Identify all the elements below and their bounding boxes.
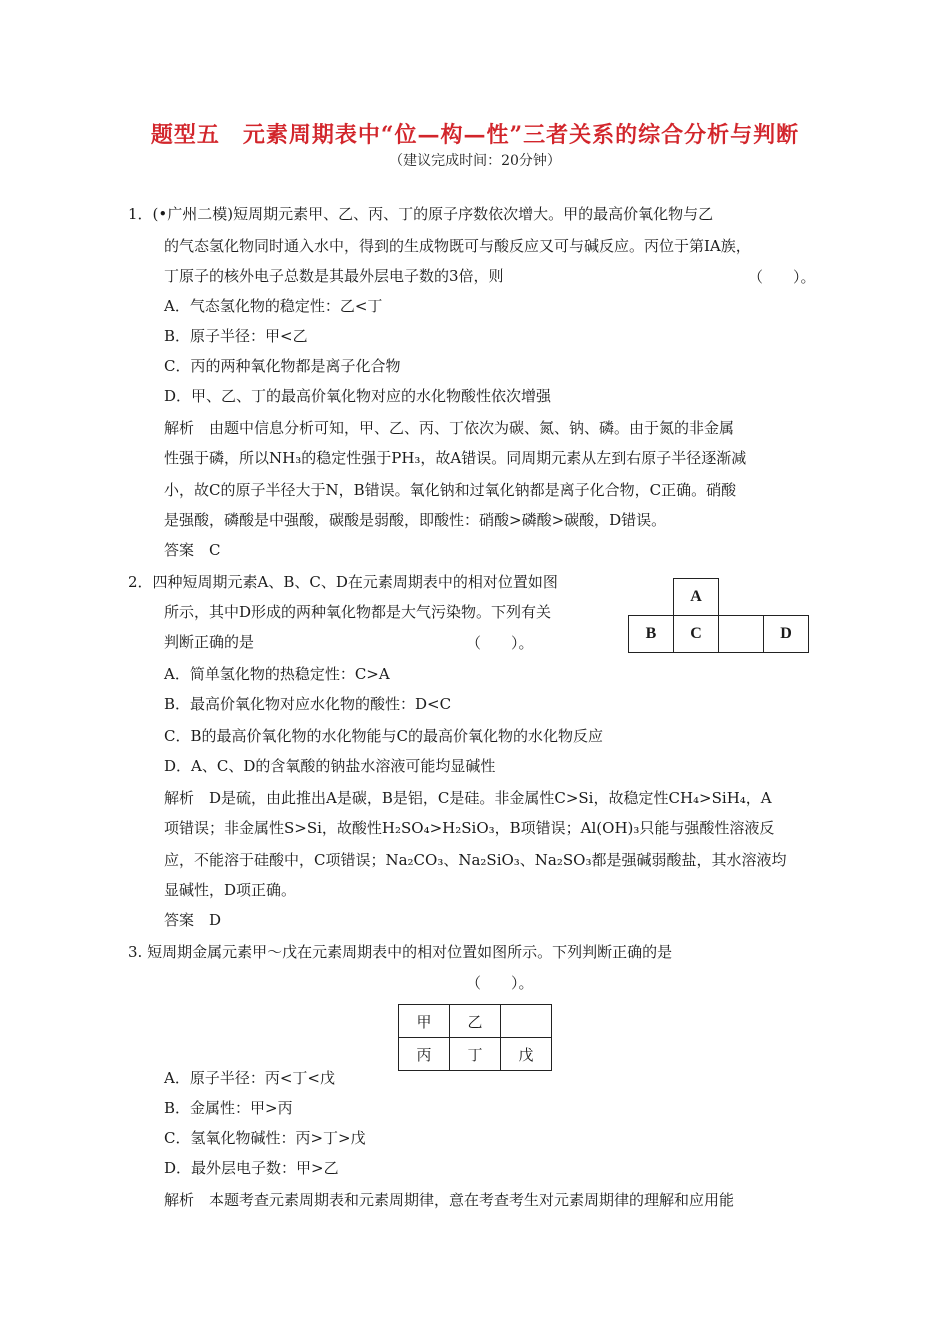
element-position-grid bbox=[628, 578, 809, 653]
q1-analysis-line: 性强于磷，所以NH₃的稳定性强于PH₃，故A错误。同周期元素从左到右原子半径逐渐减 bbox=[164, 449, 747, 467]
q2-option-b: B．最高价氧化物对应水化物的酸性：D<C bbox=[164, 695, 452, 713]
q3-option-d: D．最外层电子数：甲>乙 bbox=[164, 1159, 339, 1177]
q1-analysis-line: 是强酸，磷酸是中强酸，碳酸是弱酸，即酸性：硝酸>磷酸>碳酸，D错误。 bbox=[164, 511, 667, 529]
q1-stem-line: 的气态氢化物同时通入水中，得到的生成物既可与酸反应又可与碱反应。丙位于第ⅠA族， bbox=[164, 237, 751, 255]
grid-cell-empty bbox=[719, 616, 764, 653]
q1-answer-blank: （ ）。 bbox=[748, 268, 816, 286]
q2-stem-line: 所示，其中D形成的两种氧化物都是大气污染物。下列有关 bbox=[164, 603, 552, 621]
q1-option-c: C．丙的两种氧化物都是离子化合物 bbox=[164, 357, 401, 375]
q3-answer-blank: （ ）。 bbox=[466, 974, 534, 992]
q1-option-a: A．气态氢化物的稳定性：乙<丁 bbox=[164, 297, 383, 315]
grid-cell: 丁 bbox=[450, 1038, 501, 1071]
suggested-time: （建议完成时间：20分钟） bbox=[389, 153, 561, 169]
grid-cell bbox=[501, 1005, 552, 1038]
grid-cell: 乙 bbox=[450, 1005, 501, 1038]
q3-option-a: A．原子半径：丙<丁<戊 bbox=[164, 1069, 335, 1087]
q2-analysis-line: 应，不能溶于硅酸中，C项错误；Na₂CO₃、Na₂SiO₃、Na₂SO₃都是强碱弱酸盐，其水溶液均 bbox=[164, 851, 787, 869]
q1-option-d: D．甲、乙、丁的最高价氧化物对应的水化物酸性依次增强 bbox=[164, 387, 552, 405]
q2-stem-line: 2．四种短周期元素A、B、C、D在元素周期表中的相对位置如图 bbox=[128, 573, 558, 591]
q2-analysis-line: 解析 D是硫，由此推出A是碳，B是铝，C是硅。非金属性C>Si，故稳定性CH₄>SiH₄，A bbox=[164, 789, 772, 807]
grid-cell-b: B bbox=[629, 616, 674, 653]
q2-analysis-line: 显碱性，D项正确。 bbox=[164, 881, 297, 899]
grid-cell bbox=[764, 579, 809, 616]
metal-element-grid bbox=[398, 1004, 552, 1071]
q2-option-c: C．B的最高价氧化物的水化物能与C的最高价氧化物的水化物反应 bbox=[164, 727, 603, 745]
grid-cell: 丙 bbox=[399, 1038, 450, 1071]
q1-analysis-line: 小，故C的原子半径大于N，B错误。氧化钠和过氧化钠都是离子化合物，C正确。硝酸 bbox=[164, 481, 737, 499]
q1-analysis-line: 解析 由题中信息分析可知，甲、乙、丙、丁依次为碳、氮、钠、磷。由于氮的非金属 bbox=[164, 419, 735, 437]
q1-option-b: B．原子半径：甲<乙 bbox=[164, 327, 308, 345]
q3-stem-line: 3. 短周期金属元素甲～戊在元素周期表中的相对位置如图所示。下列判断正确的是 bbox=[128, 943, 673, 961]
q3-option-c: C．氢氧化物碱性：丙>丁>戊 bbox=[164, 1129, 366, 1147]
q1-answer: 答案 C bbox=[164, 541, 221, 559]
grid-cell: 甲 bbox=[399, 1005, 450, 1038]
q3-analysis-line: 解析 本题考查元素周期表和元素周期律，意在考查考生对元素周期律的理解和应用能 bbox=[164, 1191, 735, 1209]
grid-cell bbox=[719, 579, 764, 616]
grid-cell-a: A bbox=[674, 579, 719, 616]
grid-cell-d: D bbox=[764, 616, 809, 653]
q2-answer-blank: （ ）。 bbox=[466, 634, 534, 652]
grid-cell-c: C bbox=[674, 616, 719, 653]
q1-stem-line: 丁原子的核外电子总数是其最外层电子数的3倍，则 bbox=[164, 267, 504, 285]
grid-cell bbox=[629, 579, 674, 616]
q2-option-d: D．A、C、D的含氧酸的钠盐水溶液可能均显碱性 bbox=[164, 757, 496, 775]
q2-analysis-line: 项错误；非金属性S>Si，故酸性H₂SO₄>H₂SiO₃，B项错误；Al(OH)₃只能与强酸性溶液反 bbox=[164, 819, 775, 837]
page-title: 题型五 元素周期表中“位—构—性”三者关系的综合分析与判断 bbox=[150, 122, 800, 148]
q2-stem-line: 判断正确的是 bbox=[164, 633, 255, 651]
q2-answer: 答案 D bbox=[164, 911, 222, 929]
q3-option-b: B．金属性：甲>丙 bbox=[164, 1099, 293, 1117]
q1-stem-line: 1．(•广州二模)短周期元素甲、乙、丙、丁的原子序数依次增大。甲的最高价氧化物与乙 bbox=[128, 205, 714, 223]
grid-cell: 戊 bbox=[501, 1038, 552, 1071]
q2-option-a: A．简单氢化物的热稳定性：C>A bbox=[164, 665, 390, 683]
